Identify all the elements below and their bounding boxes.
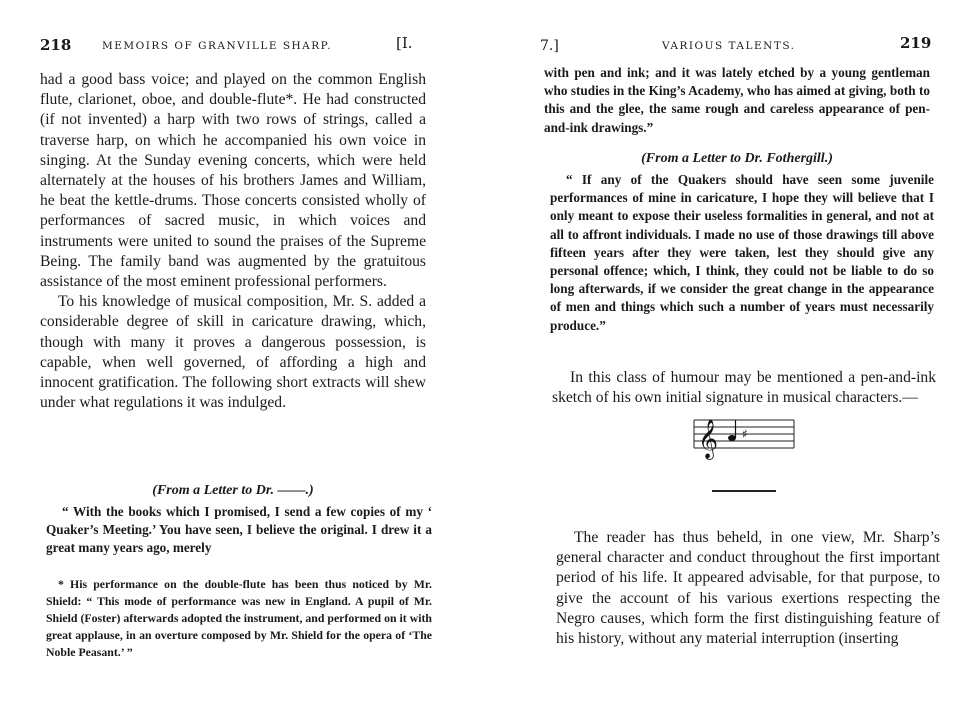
right-final-paragraph: The reader has thus beheld, in one view, Mr. Sharp’s general character and conduct throughout the first important period of his life. It appeared advisable, for that purpose, to give the account of his various exertions respecting the Negro causes, which form the first distinguishing feature of his history, without any material interruption (inserting [556,529,940,648]
left-paragraph-1: had a good bass voice; and played on the common English flute, clarionet, oboe, and double-flute*. He had constructed (if not invented) a harp with two rows of strings, called a traverse harp, on which he accompanied his own voice in singing. At the Sunday evening concerts, which were held alternately at the houses of his brothers James and William, he beat the kettle-drums. Those concerts consisted wholly of performances of sacred music, in which voices and instruments were united to sound the praises of the Supreme Being. The family band was augmented by the gratuitous assistance of the most eminent professional performers. [40,71,426,291]
left-letter-heading: (From a Letter to Dr. ——.) [152,483,314,498]
right-letter-text: “ If any of the Quakers should have seen some juvenile performances of mine in caricature, I hope they will believe that I only meant to expose their useless formalities in general, and not at all to affront individuals. I made no use of those drawings till above fifteen years after they were taken, lest they should give any personal offence; which, I think, they could not be liable to do so long afterwards, if we consider the great change in the appearance of men and things which such a number of years must necessarily produce.” [550,172,934,333]
svg-text:𝄞: 𝄞 [698,419,719,459]
left-running-title: MEMOIRS OF GRANVILLE SHARP. [102,40,332,52]
left-running-head [40,36,71,54]
right-page [490,0,980,707]
right-chapter-mark: 7.] [540,38,559,54]
musical-signature-illustration [690,414,798,462]
left-paragraph-2: To his knowledge of musical composition, Mr. S. added a considerable degree of skill in caricature drawing, which, though with many it proves a dangerous possession, is capable, when well governed, of affording a high and innocent gratification. The following short extracts will shew under what regulations it was indulged. [40,293,426,412]
left-chapter-mark: [I. [396,34,413,52]
left-letter-text: “ With the books which I promised, I send a few copies of my ‘ Quaker’s Meeting.’ You have seen, I believe the original. I drew it a great many years ago, merely [46,504,432,556]
left-page-number: 218 [40,36,72,54]
section-divider [712,490,776,492]
left-main-text [40,70,426,413]
footnote-text: * His performance on the double-flute has been thus noticed by Mr. Shield: “ This mode of performance was new in England. A pupil of Mr. Shield (Foster) afterwards adopted the instrument, and performed on it with great applause, in an overture composed by Mr. Shield for the opera of ‘The Noble Peasant.’ ” [46,577,432,659]
right-continuation: with pen and ink; and it was lately etched by a young gentleman who studies in the King’s Academy, who has aimed at giving, both to this and the glee, the same rough and careless appearance of pen-and-ink drawings.” [544,65,930,135]
right-sketch-paragraph: In this class of humour may be mentioned a pen-and-ink sketch of his own initial signature in musical characters.— [552,369,936,407]
right-letter-heading: (From a Letter to Dr. Fothergill.) [641,151,833,166]
footnote [46,576,432,661]
svg-text:♯: ♯ [742,427,748,441]
right-running-title: VARIOUS TALENTS. [662,40,796,52]
right-page-number: 219 [900,34,932,52]
